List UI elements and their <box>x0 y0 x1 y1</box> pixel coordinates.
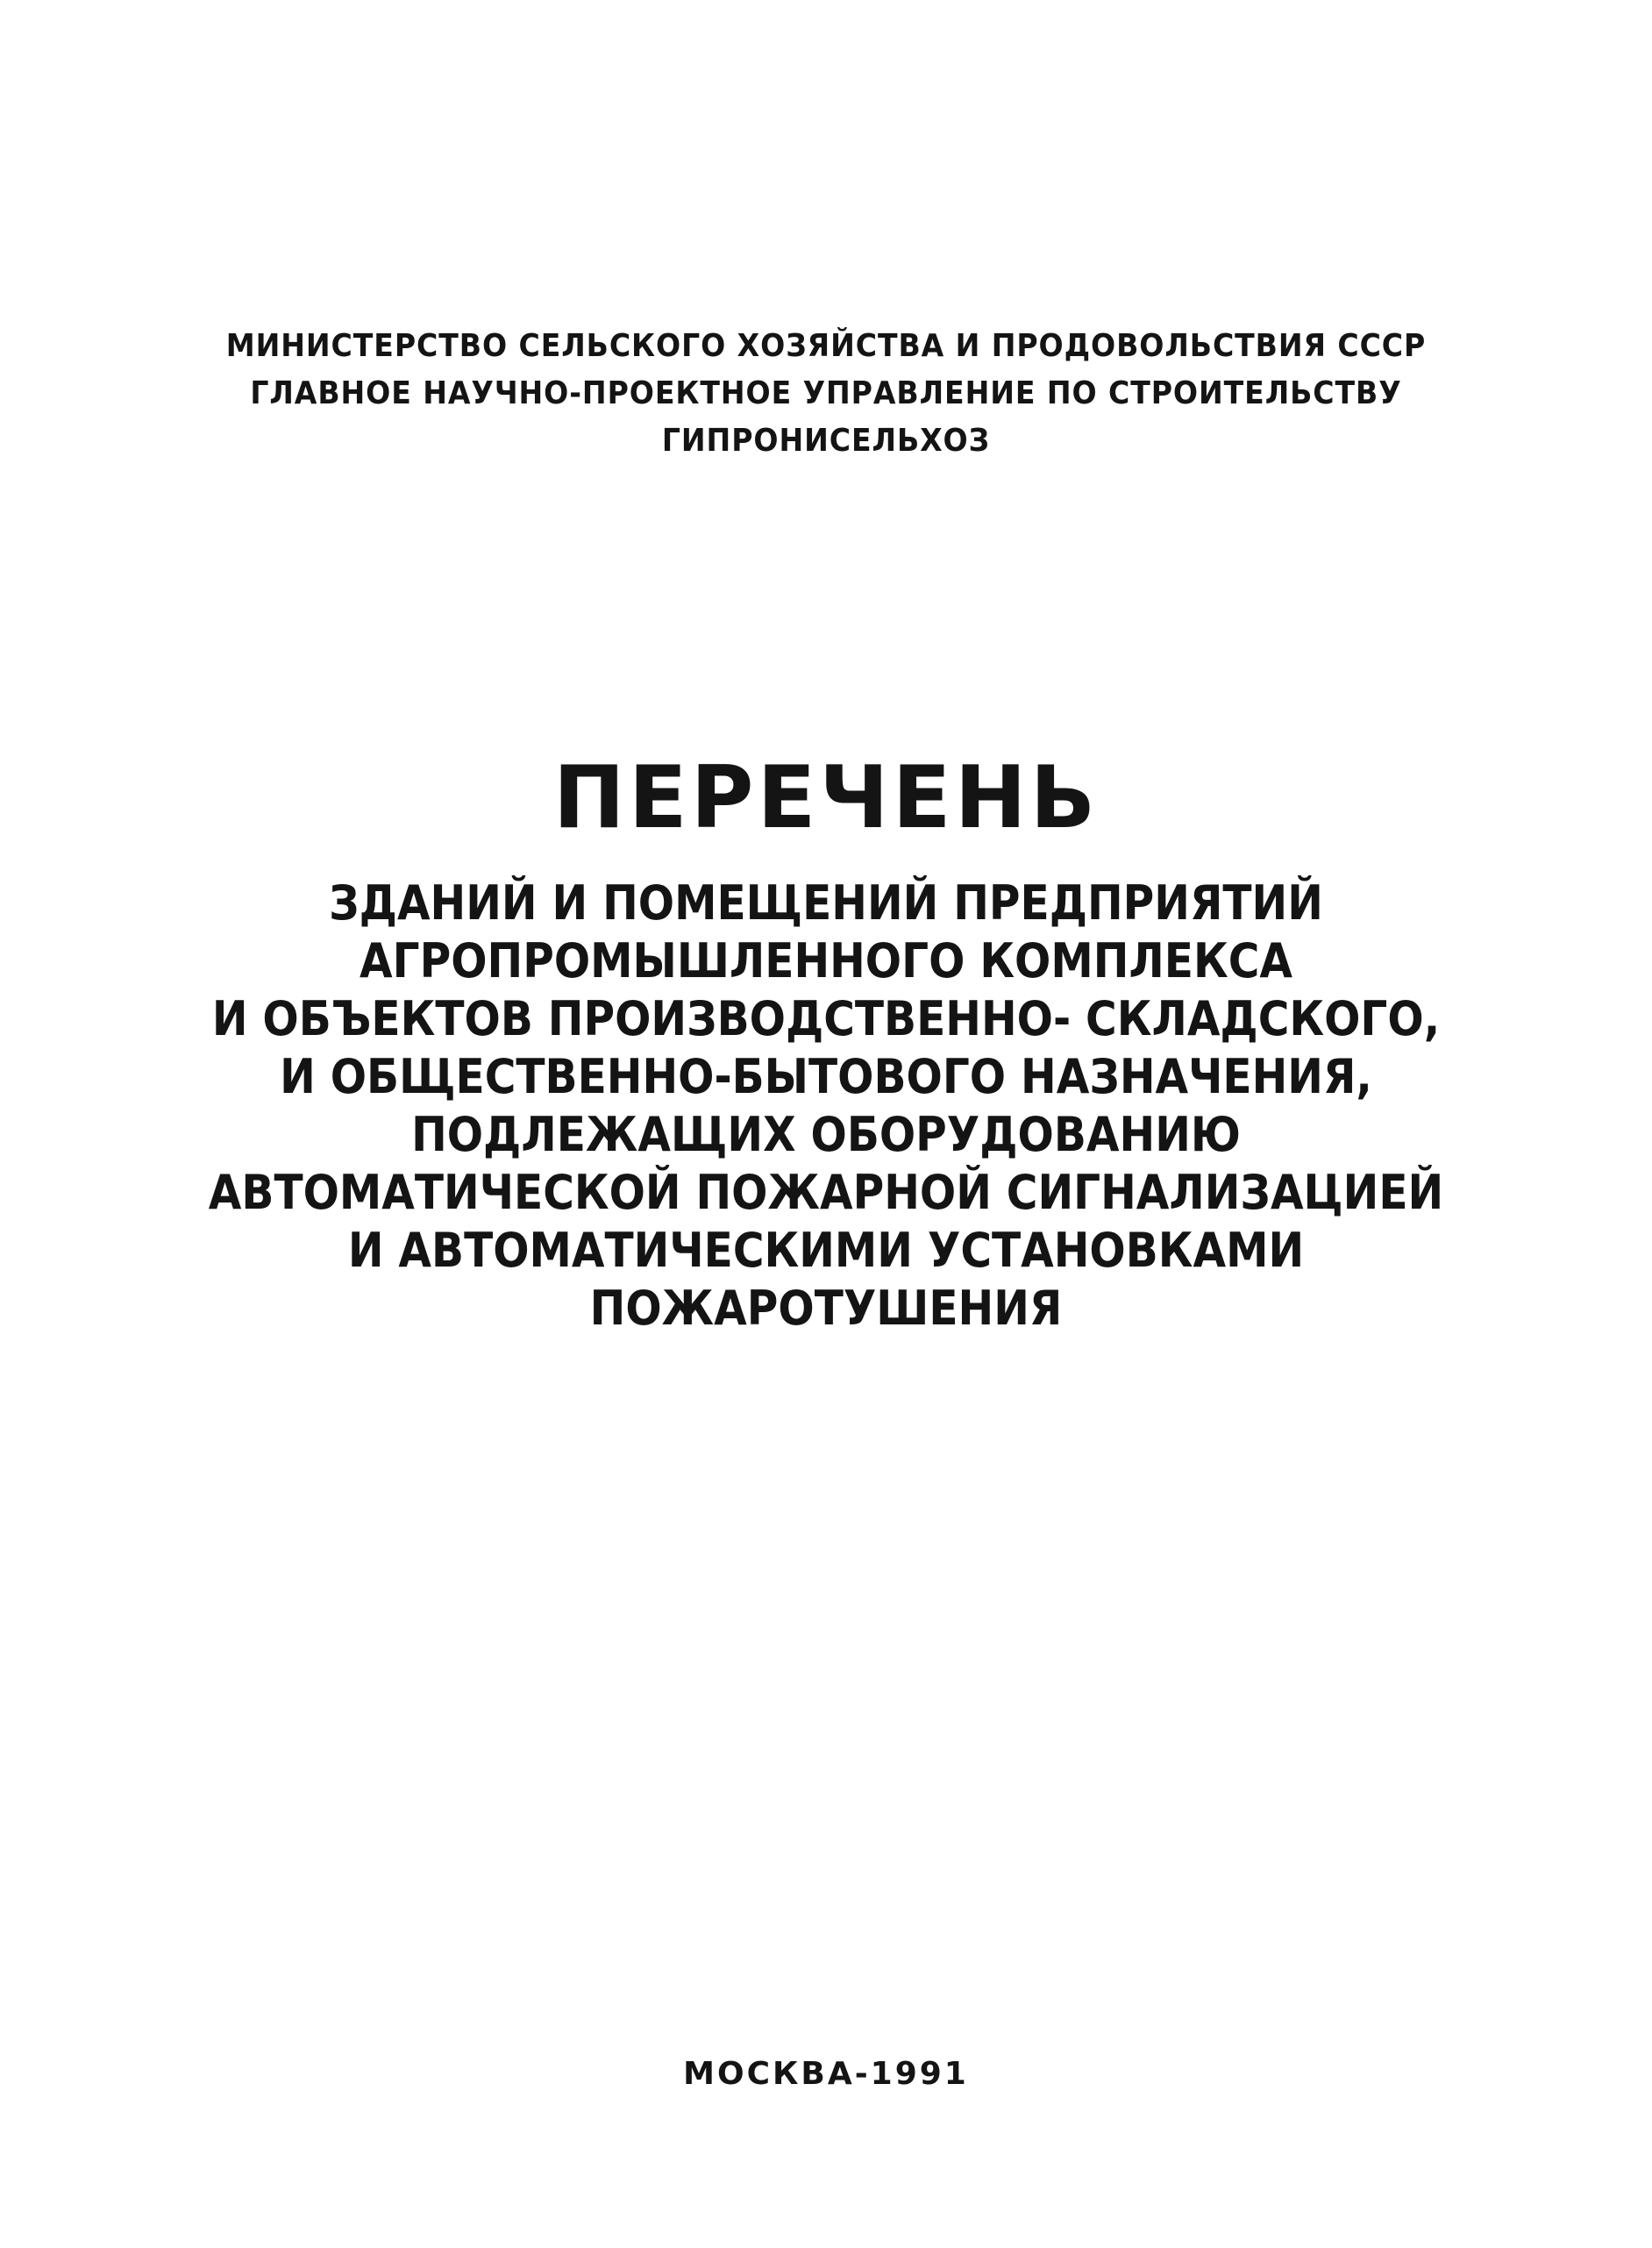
document-subtitle <box>0 874 1652 1338</box>
document-title: ПЕРЕЧЕНЬ <box>552 748 1100 848</box>
subtitle-line: И ОБЩЕСТВЕННО-БЫТОВОГО НАЗНАЧЕНИЯ, <box>280 1049 1372 1104</box>
directorate-name: ГЛАВНОЕ НАУЧНО-ПРОЕКТНОЕ УПРАВЛЕНИЕ ПО СТРОИТЕЛЬСТВУ <box>250 375 1402 411</box>
subtitle-line: И АВТОМАТИЧЕСКИМИ УСТАНОВКАМИ <box>347 1223 1305 1278</box>
publication-place-year: МОСКВА-1991 <box>683 2056 969 2092</box>
subtitle-line: ПОДЛЕЖАЩИХ ОБОРУДОВАНИЮ <box>411 1107 1241 1162</box>
organization-header <box>0 323 1652 465</box>
subtitle-line: АВТОМАТИЧЕСКОЙ ПОЖАРНОЙ СИГНАЛИЗАЦИЕЙ <box>208 1165 1444 1220</box>
subtitle-line: И ОБЪЕКТОВ ПРОИЗВОДСТВЕННО- СКЛАДСКОГО, <box>211 991 1441 1046</box>
subtitle-line: АГРОПРОМЫШЛЕННОГО КОМПЛЕКСА <box>360 933 1292 988</box>
institute-name: ГИПРОНИСЕЛЬХОЗ <box>661 423 991 459</box>
subtitle-line: ЗДАНИЙ И ПОМЕЩЕНИЙ ПРЕДПРИЯТИЙ <box>329 875 1323 931</box>
ministry-name: МИНИСТЕРСТВО СЕЛЬСКОГО ХОЗЯЙСТВА И ПРОДОВОЛЬСТВИЯ СССР <box>225 328 1427 364</box>
subtitle-line: ПОЖАРОТУШЕНИЯ <box>589 1281 1063 1336</box>
